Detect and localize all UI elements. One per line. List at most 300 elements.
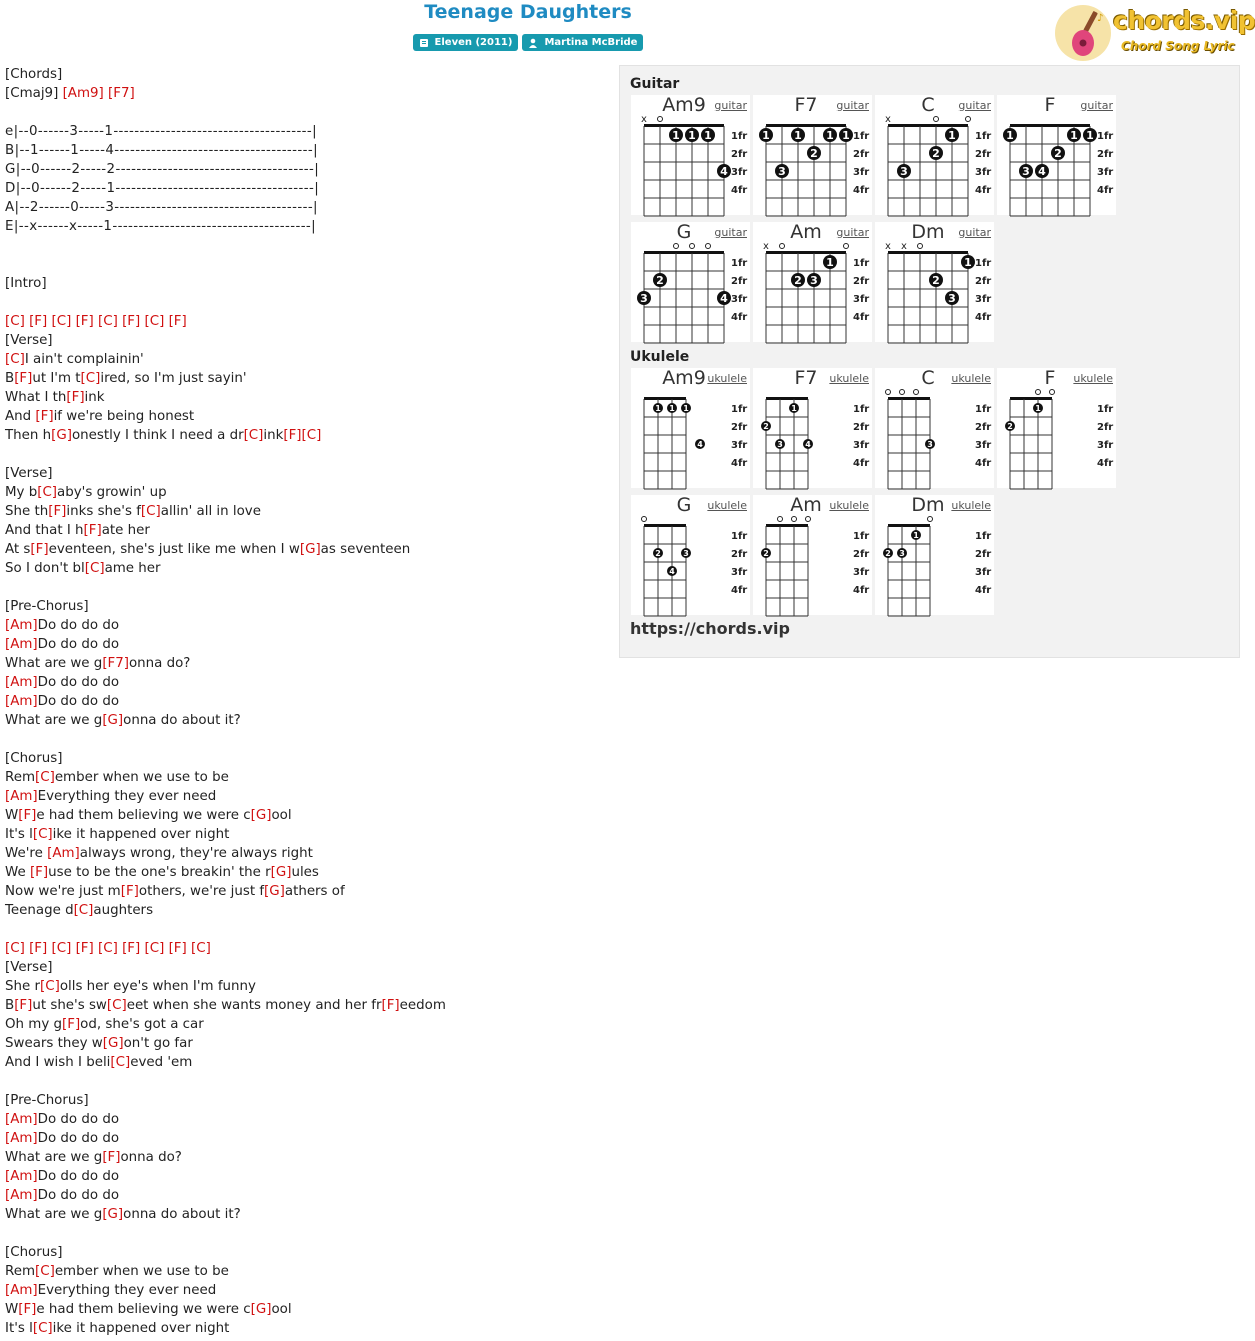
fret-label: 3fr [975,294,992,305]
fret-label: 1fr [853,404,870,415]
lyric-line: At s[F]eventeen, she's just like me when I w[G]as seventeen [5,542,411,557]
svg-text:2: 2 [763,422,769,431]
ukulele-link[interactable]: ukulele [707,372,747,385]
chord-name: F7 [794,94,818,116]
album-label: Eleven (2011) [434,37,513,48]
finger-dot [653,273,667,287]
finger-dot [803,439,813,449]
finger-dot [775,164,789,178]
guitar-link[interactable]: guitar [958,99,991,112]
lyric-line: What are we g[G]onna do about it? [5,1207,241,1222]
chord-token[interactable]: [F] [83,523,102,538]
fret-label: 3fr [731,167,748,178]
finger-dot [1033,403,1043,413]
chord-name: Dm [911,494,945,516]
chord-token[interactable]: [G] [264,884,285,899]
svg-text:1: 1 [826,256,834,269]
section-tag: [Verse] [5,960,53,975]
chord-token[interactable]: [C] [73,903,94,918]
ukulele-chord-card[interactable] [875,368,994,488]
chord-token[interactable]: [F] [29,314,48,329]
svg-text:2: 2 [1007,422,1013,431]
chord-token[interactable]: [Am9] [62,86,104,101]
finger-dot [883,548,893,558]
svg-text:1: 1 [964,256,972,269]
ukulele-link[interactable]: ukulele [1073,372,1113,385]
lyric-line: [Am]Do do do do [5,1112,120,1127]
finger-dot [961,255,975,269]
svg-text:1: 1 [1035,404,1041,413]
lyric-line: My b[C]aby's growin' up [5,485,167,500]
guitar-chord-card[interactable] [631,95,750,215]
fret-label: 2fr [853,149,870,160]
lyric-line: What are we g[F7]onna do? [5,656,191,671]
ukulele-chord-card[interactable] [753,368,872,488]
chord-token[interactable]: [C] [80,371,101,386]
chord-token[interactable]: [Am] [5,694,38,709]
finger-dot [929,273,943,287]
svg-text:2: 2 [655,549,661,558]
finger-dot [791,273,805,287]
finger-dot [929,146,943,160]
chord-token[interactable]: [F] [30,542,49,557]
chord-token[interactable]: [F] [120,884,139,899]
chord-name: Am [790,494,822,516]
guitar-link[interactable]: guitar [714,226,747,239]
chord-token[interactable]: [F] [14,998,33,1013]
finger-dot [925,439,935,449]
fret-label: 3fr [731,567,748,578]
fret-label: 2fr [1097,149,1114,160]
lyric-line [5,65,446,84]
chord-token[interactable]: [Am] [5,1283,38,1298]
chord-token[interactable]: [C] [5,314,25,329]
guitar-chord-card[interactable] [631,222,750,342]
lyric-line [5,84,446,103]
svg-text:4: 4 [1038,165,1046,178]
chord-token[interactable]: [Am] [5,1169,38,1184]
finger-dot [945,291,959,305]
lyric-line [5,445,446,464]
chord-token[interactable]: [G] [102,1036,124,1051]
guitar-link[interactable]: guitar [958,226,991,239]
svg-text:1: 1 [672,129,680,142]
chord-token[interactable]: [C] [51,941,72,956]
lyric-line: Rem[C]ember when we use to be [5,770,229,785]
fret-label: 1fr [731,131,748,142]
fret-label: 3fr [853,440,870,451]
fret-label: 2fr [853,276,870,287]
chord-token[interactable]: [F] [122,941,141,956]
svg-text:1: 1 [913,531,919,540]
fret-label: 1fr [975,258,992,269]
fret-label: 4fr [975,185,992,196]
chord-token[interactable]: [G] [102,713,124,728]
chord-token[interactable]: [C] [35,1264,55,1279]
fret-label: 2fr [853,549,870,560]
guitar-chord-card[interactable] [875,222,994,342]
fret-label: 4fr [853,312,870,323]
lyric-line [5,920,446,939]
lyric-line: W[F]e had them believing we were c[G]ool [5,1302,292,1317]
ukulele-chord-card[interactable] [875,495,994,615]
lyric-line: Teenage d[C]aughters [5,903,154,918]
fret-label: 3fr [1097,167,1114,178]
finger-dot [653,548,663,558]
chord-token[interactable]: [F] [283,428,302,443]
section-tag: [Verse] [5,466,53,481]
lyric-line [5,1243,446,1262]
guitar-chord-card[interactable] [753,95,872,215]
svg-text:4: 4 [720,292,728,305]
guitar-link[interactable]: guitar [714,99,747,112]
svg-text:1: 1 [669,404,675,413]
fret-label: 4fr [853,185,870,196]
ukulele-chord-card[interactable] [631,495,750,615]
svg-text:4: 4 [697,440,703,449]
section-tag: [Chords] [5,67,63,82]
svg-text:4: 4 [720,165,728,178]
lyric-line: Now we're just m[F]others, we're just f[G]athers of [5,884,345,899]
finger-dot [761,421,771,431]
finger-dot [1003,128,1017,142]
chord-token[interactable]: [Am] [5,789,38,804]
finger-dot [701,128,715,142]
finger-dot [1067,128,1081,142]
chord-token[interactable]: [Am] [47,846,80,861]
chord-token[interactable]: [F] [168,941,187,956]
section-tag: [Intro] [5,276,47,291]
chord-name: G [676,494,692,516]
fret-label: 3fr [1097,440,1114,451]
svg-text:1: 1 [826,129,834,142]
section-tag: [Verse] [5,333,53,348]
chord-token[interactable]: [C] [37,485,58,500]
chord-token[interactable]: [C] [32,1321,53,1336]
chord-name: Am [790,221,822,243]
finger-dot [789,403,799,413]
fret-label: 2fr [975,276,992,287]
guitar-link[interactable]: guitar [1080,99,1113,112]
finger-dot [945,128,959,142]
svg-text:♪: ♪ [1097,13,1104,24]
svg-text:2: 2 [794,274,802,287]
fret-label: 2fr [853,422,870,433]
finger-dot [897,164,911,178]
chord-token[interactable]: [F7] [108,86,135,101]
lyric-line: It's l[C]ike it happened over night [5,827,230,842]
song-badges [0,34,1056,51]
finger-dot [681,403,691,413]
finger-dot [1083,128,1097,142]
finger-dot [761,548,771,558]
finger-dot [791,128,805,142]
lyric-line: Swears they w[G]on't go far [5,1036,193,1051]
album-badge[interactable] [413,34,519,51]
chord-token[interactable]: [F] [75,941,94,956]
logo-subtitle: Chord Song Lyric [1121,39,1235,53]
chord-token[interactable]: [C] [35,770,55,785]
site-logo[interactable] [1053,3,1255,63]
svg-text:1: 1 [704,129,712,142]
tab-line: G|--0------2-----2--------------------------------------| [5,162,320,177]
guitar-icon [1061,7,1111,61]
svg-text:2: 2 [932,274,940,287]
fret-label: 4fr [975,585,992,596]
chord-token[interactable]: [G] [250,1302,272,1317]
lyric-line [5,236,446,255]
finger-dot [1051,146,1065,160]
fret-label: 1fr [975,131,992,142]
artist-label: Martina McBride [544,37,638,48]
chord-token[interactable]: [F] [35,409,54,424]
svg-text:3: 3 [899,549,905,558]
lyric-line: [C]I ain't complainin' [5,352,144,367]
chord-token[interactable]: [F] [66,390,85,405]
svg-text:3: 3 [810,274,818,287]
chord-token[interactable]: [F] [168,314,187,329]
ukulele-chord-card[interactable] [631,368,750,488]
artist-badge[interactable] [522,34,643,51]
chord-token[interactable]: [C] [5,352,25,367]
lyric-line [5,103,446,122]
lyric-line: [Am]Everything they ever need [5,789,217,804]
chord-token[interactable]: [C] [51,314,72,329]
lyric-line: What are we g[F]onna do? [5,1150,182,1165]
lyric-line: It's l[C]ike it happened over night [5,1321,230,1336]
lyric-line: B[F]ut she's sw[C]eet when she wants money and her fr[F]eedom [5,998,446,1013]
fret-label: 1fr [975,531,992,542]
guitar-section-title: Guitar [630,76,680,92]
svg-text:1: 1 [688,129,696,142]
guitar-link[interactable]: guitar [836,226,869,239]
tab-line: A|--2------0-----3--------------------------------------| [5,200,318,215]
chord-token[interactable]: [Am] [5,618,38,633]
fret-label: 4fr [853,585,870,596]
finger-dot [823,128,837,142]
svg-text:1: 1 [1070,129,1078,142]
chord-token[interactable]: [Am] [5,1112,38,1127]
lyric-line: And I wish I beli[C]eved 'em [5,1055,193,1070]
lyric-line [5,939,446,958]
chord-token[interactable]: [F7] [102,656,129,671]
fret-label: 3fr [975,167,992,178]
chord-name: C [921,367,935,389]
svg-text:1: 1 [1006,129,1014,142]
logo-wordmark: chords.vip [1113,6,1255,35]
fret-label: 3fr [853,567,870,578]
song-title: Teenage Daughters [424,1,632,23]
site-url[interactable]: https://chords.vip [630,619,790,638]
chord-token[interactable]: [F] [14,371,33,386]
fret-label: 1fr [731,531,748,542]
finger-dot [681,548,691,558]
lyric-line: [Am]Do do do do [5,694,120,709]
lyric-line: What I th[F]ink [5,390,105,405]
chord-token[interactable]: [F] [18,1302,37,1317]
lyric-line: Then h[G]onestly I think I need a dr[C]ink[F][C] [5,428,322,443]
fret-label: 4fr [975,312,992,323]
chord-token[interactable]: [C] [32,827,53,842]
fret-label: 4fr [1097,458,1114,469]
chord-name: F [1044,367,1056,389]
chord-token[interactable]: [C] [243,428,264,443]
finger-dot [1019,164,1033,178]
fret-label: 1fr [853,258,870,269]
chord-token[interactable]: [F] [29,865,49,880]
lyric-line [5,1224,446,1243]
chord-token[interactable]: [F] [62,1017,81,1032]
svg-text:1: 1 [948,129,956,142]
ukulele-link[interactable]: ukulele [951,499,991,512]
svg-text:3: 3 [640,292,648,305]
finger-dot [667,566,677,576]
guitar-chord-card[interactable] [997,95,1116,215]
fret-label: 2fr [975,422,992,433]
tab-line: e|--0------3-----1--------------------------------------| [5,124,318,139]
lyric-line: And that I h[F]ate her [5,523,150,538]
chord-token[interactable]: [C] [110,1055,131,1070]
lyric-line: [Am]Do do do do [5,1188,120,1203]
svg-text:1: 1 [762,129,770,142]
lyric-line: [Am]Do do do do [5,618,120,633]
finger-dot [759,128,773,142]
chord-token[interactable]: [F] [75,314,94,329]
chord-name: F7 [794,367,818,389]
finger-dot [823,255,837,269]
chord-token[interactable]: [C] [144,941,165,956]
chord-name: F [1044,94,1056,116]
chord-token[interactable]: [Am] [5,1188,38,1203]
finger-dot [1035,164,1049,178]
chord-token[interactable]: [Am] [5,637,38,652]
svg-text:3: 3 [948,292,956,305]
chord-token[interactable]: [C] [140,504,161,519]
ukulele-section-title: Ukulele [630,349,690,365]
chord-token[interactable]: [C] [191,941,211,956]
finger-dot [807,146,821,160]
svg-text:2: 2 [932,147,940,160]
chord-token[interactable]: [C] [98,314,118,329]
lyric-line: What are we g[G]onna do about it? [5,713,241,728]
svg-text:x: x [901,241,907,252]
chord-name: Am9 [662,367,706,389]
chord-token[interactable]: [G] [250,808,272,823]
finger-dot [653,403,663,413]
chord-token[interactable]: [C] [301,428,322,443]
chord-name: G [676,221,692,243]
svg-text:3: 3 [777,440,783,449]
finger-dot [717,164,731,178]
section-tag: [Pre-Chorus] [5,599,89,614]
ukulele-link[interactable]: ukulele [707,499,747,512]
lyric-line: [Am]Do do do do [5,1169,120,1184]
chord-token[interactable]: [F] [18,808,37,823]
finger-dot [807,273,821,287]
book-icon [419,38,429,48]
lyric-line [5,958,446,977]
finger-dot [717,291,731,305]
lyric-line [5,312,446,331]
svg-text:2: 2 [810,147,818,160]
chord-token[interactable]: [F] [29,941,48,956]
chord-name: Am9 [662,94,706,116]
fret-label: 2fr [975,149,992,160]
lyrics-body [5,65,446,1338]
svg-text:3: 3 [778,165,786,178]
ukulele-link[interactable]: ukulele [951,372,991,385]
chord-token[interactable]: [C] [5,941,25,956]
section-tag: [Chorus] [5,1245,63,1260]
svg-text:x: x [885,114,891,125]
lyric-line: So I don't bl[C]ame her [5,561,161,576]
chord-token[interactable]: [C] [144,314,165,329]
fret-label: 2fr [731,149,748,160]
chord-token[interactable]: [C] [40,979,60,994]
chord-token[interactable]: [G] [299,542,321,557]
lyric-line [5,274,446,293]
ukulele-link[interactable]: ukulele [829,372,869,385]
lyric-line [5,255,446,274]
finger-dot [775,439,785,449]
lyric-line [5,730,446,749]
svg-text:1: 1 [791,404,797,413]
chord-token[interactable]: [Am] [5,675,38,690]
lyric-line: And [F]if we're being honest [5,409,195,424]
fret-label: 3fr [853,294,870,305]
guitar-chord-card[interactable] [753,222,872,342]
chord-token[interactable]: [C] [98,941,118,956]
section-tag: [Chorus] [5,751,63,766]
chord-token[interactable]: [C] [106,998,127,1013]
svg-text:x: x [885,241,891,252]
chord-token[interactable]: [C] [84,561,105,576]
fret-label: 4fr [731,458,748,469]
lyric-line: We [F]use to be the one's breakin' the r[G]ules [5,865,319,880]
svg-text:2: 2 [763,549,769,558]
fret-label: 3fr [731,440,748,451]
chord-token[interactable]: [G] [51,428,72,443]
lyric-line: [Am]Do do do do [5,675,120,690]
fret-label: 2fr [731,422,748,433]
fret-label: 2fr [1097,422,1114,433]
finger-dot [667,403,677,413]
lyric-line [5,331,446,350]
finger-dot [839,128,853,142]
chord-token[interactable]: [F] [122,314,141,329]
svg-text:2: 2 [1054,147,1062,160]
chord-token[interactable]: [G] [102,1207,124,1222]
chord-token[interactable]: [F] [102,1150,121,1165]
ukulele-link[interactable]: ukulele [829,499,869,512]
chord-token[interactable]: [F] [381,998,400,1013]
fret-label: 4fr [853,458,870,469]
lyric-line: [Am]Everything they ever need [5,1283,217,1298]
svg-text:1: 1 [794,129,802,142]
chord-token[interactable]: [F] [48,504,67,519]
chord-token[interactable]: [Am] [5,1131,38,1146]
svg-text:3: 3 [683,549,689,558]
ukulele-chord-card[interactable] [753,495,872,615]
chord-token[interactable]: [G] [270,865,292,880]
fret-label: 1fr [975,404,992,415]
ukulele-chord-card[interactable] [997,368,1116,488]
guitar-chord-card[interactable] [875,95,994,215]
guitar-link[interactable]: guitar [836,99,869,112]
fret-label: 1fr [853,531,870,542]
lyric-line [5,464,446,483]
lyric-line: She th[F]inks she's f[C]allin' all in love [5,504,261,519]
